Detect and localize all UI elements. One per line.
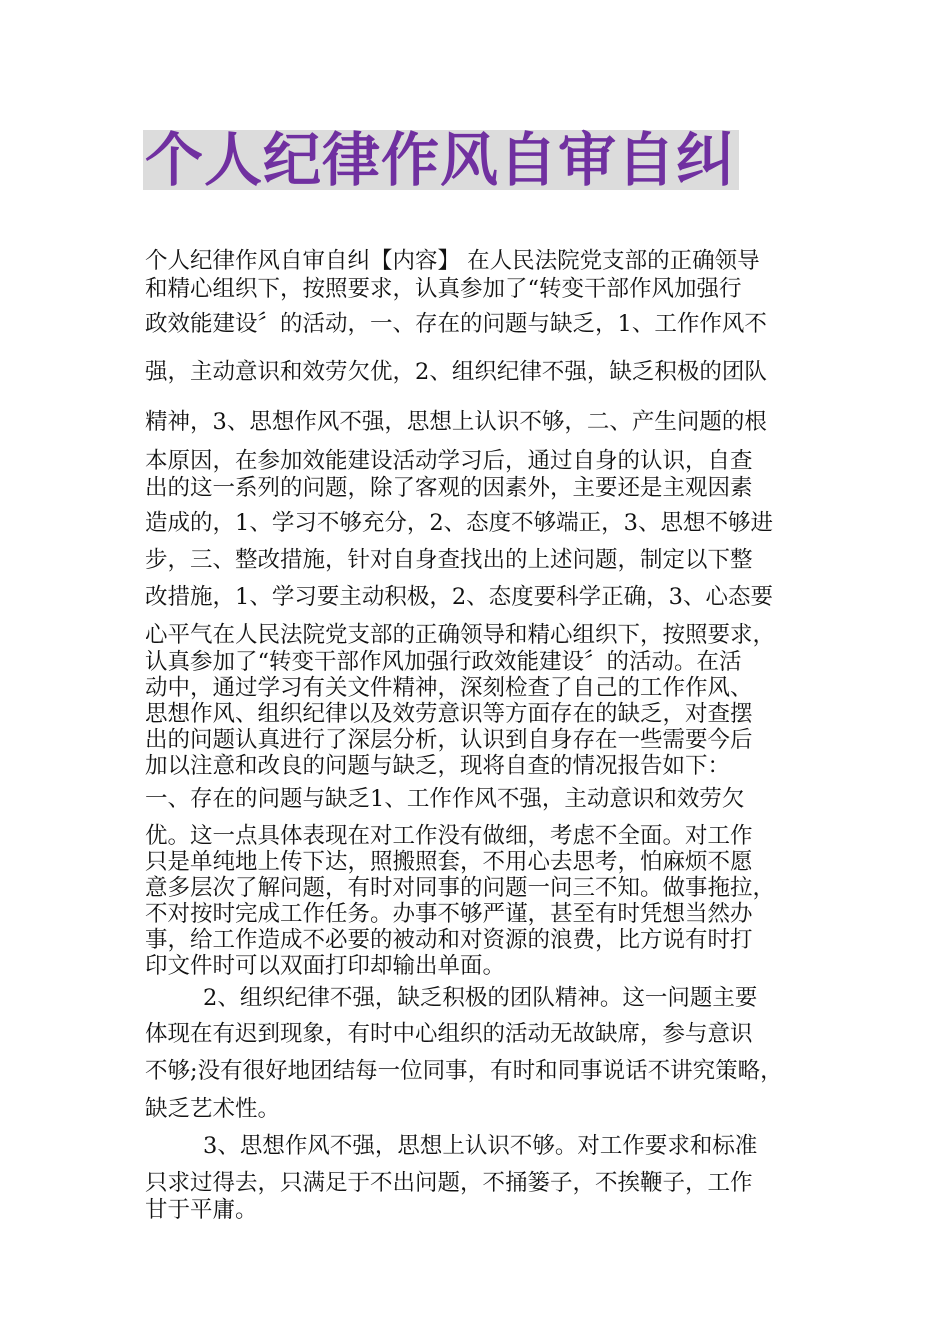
body-line: 事，给工作造成不必要的被动和对资源的浪费，比方说有时打 (145, 927, 753, 953)
body-line: 政效能建设〞的活动，一、存在的问题与缺乏，1、工作作风不 (145, 311, 767, 337)
body-line: 缺乏艺术性。 (145, 1096, 281, 1122)
body-line: 本原因，在参加效能建设活动学习后，通过自身的认识，自查 (145, 448, 753, 474)
body-line: 出的这一系列的问题，除了客观的因素外，主要还是主观因素 (145, 475, 753, 501)
body-line: 加以注意和改良的问题与缺乏，现将自查的情况报告如下： (145, 753, 731, 779)
body-line: 思想作风、组织纪律以及效劳意识等方面存在的缺乏，对查摆 (145, 701, 753, 727)
body-line: 动中，通过学习有关文件精神，深刻检查了自己的工作作风、 (145, 675, 753, 701)
body-line: 优。这一点具体表现在对工作没有做细，考虑不全面。对工作 (145, 823, 753, 849)
body-line: 意多层次了解问题，有时对同事的问题一问三不知。做事拖拉， (145, 875, 776, 901)
body-line: 只是单纯地上传下达，照搬照套，不用心去思考，怕麻烦不愿 (145, 849, 753, 875)
title-highlight (143, 126, 739, 194)
body-line: 改措施，1、学习要主动积极，2、态度要科学正确，3、心态要 (145, 584, 773, 610)
body-line: 不够;没有很好地团结每一位同事，有时和同事说话不讲究策略， (145, 1058, 783, 1084)
body-line: 认真参加了“转变干部作风加强行政效能建设〞的活动。在活 (145, 649, 742, 675)
body-line: 出的问题认真进行了深层分析，认识到自身存在一些需要今后 (145, 727, 753, 753)
body-line: 一、存在的问题与缺乏1、工作作风不强，主动意识和效劳欠 (145, 786, 745, 812)
document-title: 个人纪律作风自审自纠 (145, 126, 736, 194)
body-line: 心平气在人民法院党支部的正确领导和精心组织下，按照要求， (145, 622, 776, 648)
body-line: 体现在有迟到现象，有时中心组织的活动无故缺席，参与意识 (145, 1021, 753, 1047)
body-line: 和精心组织下，按照要求，认真参加了“转变干部作风加强行 (145, 276, 742, 302)
body-line: 不对按时完成工作任务。办事不够严谨，甚至有时凭想当然办 (145, 901, 753, 927)
paragraph-first-line: 2、组织纪律不强，缺乏积极的团队精神。这一问题主要 (203, 985, 758, 1011)
body-line: 甘于平庸。 (145, 1197, 258, 1223)
body-line: 精神，3、思想作风不强，思想上认识不够，二、产生问题的根 (145, 409, 767, 435)
body-line: 步，三、整改措施，针对自身查找出的上述问题，制定以下整 (145, 547, 753, 573)
body-line: 造成的，1、学习不够充分，2、态度不够端正，3、思想不够进 (145, 510, 773, 536)
body-line: 个人纪律作风自审自纠【内容】 在人民法院党支部的正确领导 (145, 248, 760, 274)
body-line: 印文件时可以双面打印却输出单面。 (145, 953, 506, 979)
paragraph-first-line: 3、思想作风不强，思想上认识不够。对工作要求和标准 (203, 1133, 758, 1159)
body-line: 强，主动意识和效劳欠优，2、组织纪律不强，缺乏积极的团队 (145, 359, 767, 385)
body-line: 只求过得去，只满足于不出问题，不捅篓子，不挨鞭子，工作 (145, 1170, 753, 1196)
